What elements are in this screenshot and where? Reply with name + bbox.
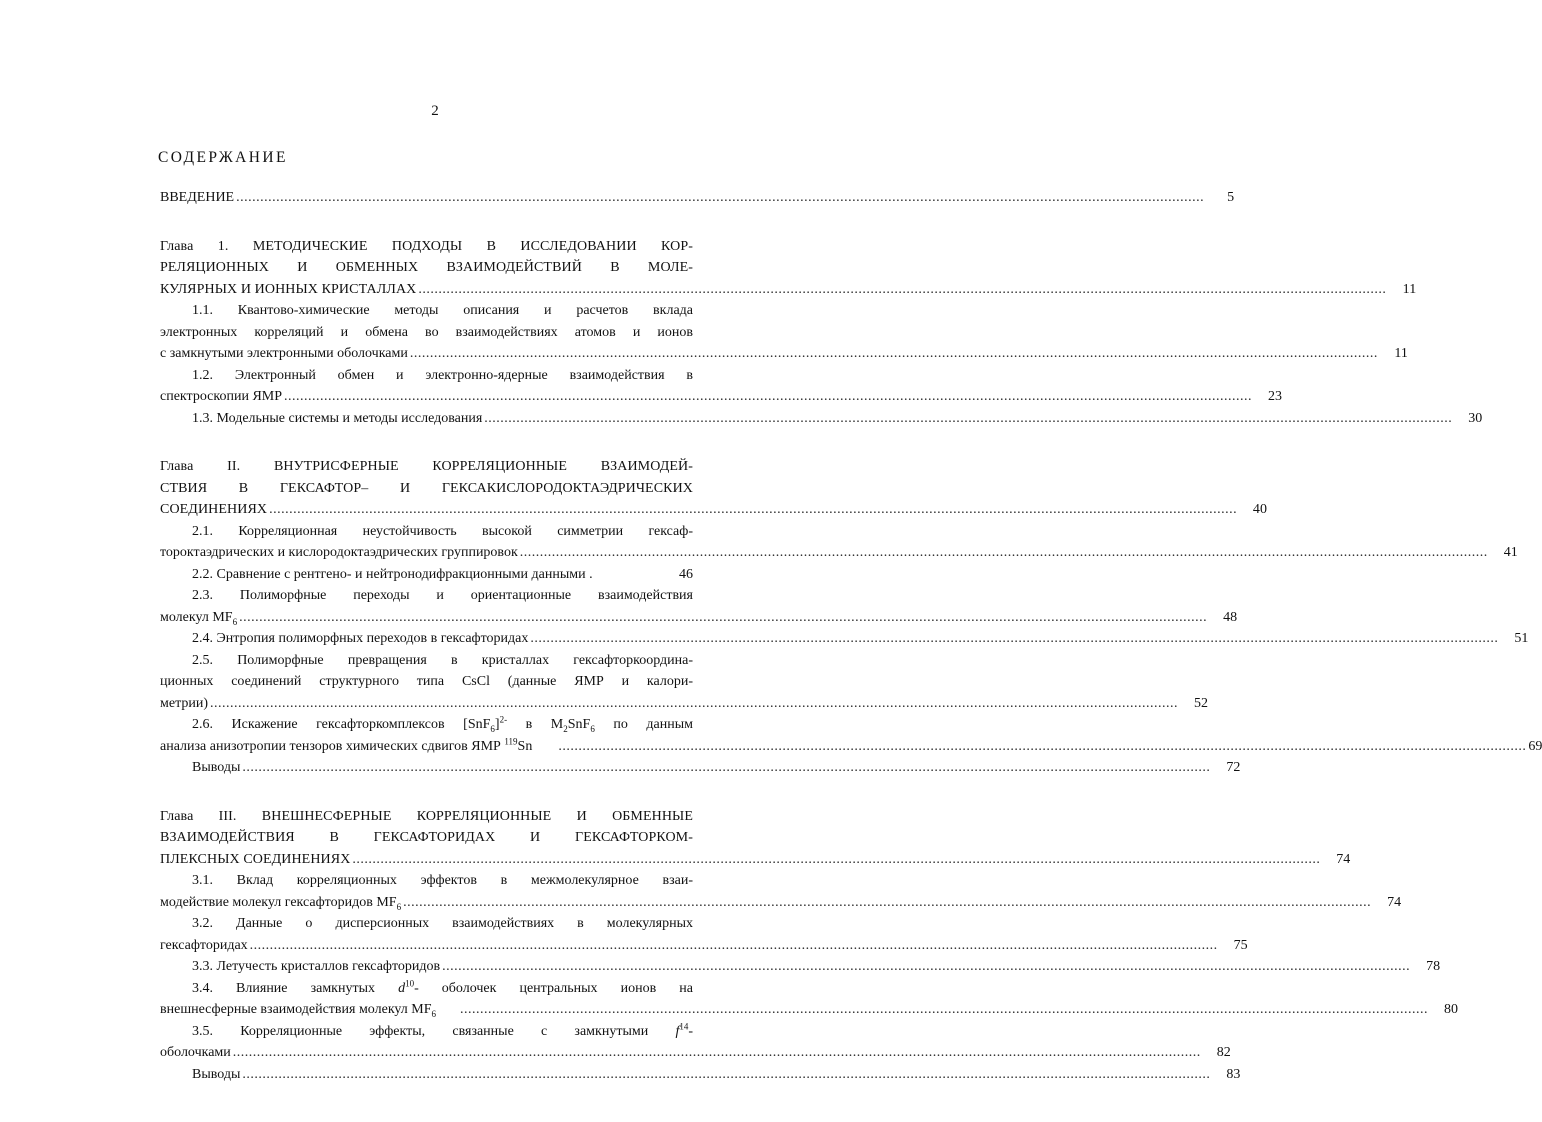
toc-entry-chapter-2-conclusions	[160, 757, 1241, 779]
entry-page: 41	[1503, 545, 1518, 560]
entry-line: Глава II. ВНУТРИСФЕРНЫЕ КОРРЕЛЯЦИОННЫЕ ВЗАИМОДЕЙ-	[160, 459, 693, 474]
entry-page: 74	[1387, 894, 1402, 910]
toc-entry-section-3-4	[160, 977, 1459, 1021]
page-number: 2	[431, 103, 439, 119]
leader-dots: ..................................................................................................................................................................................................................................................	[210, 695, 1179, 711]
entry-page: 74	[1336, 851, 1351, 867]
toc-entry-section-1-1	[160, 300, 1408, 365]
entry-text: Выводы	[192, 1066, 241, 1082]
entry-text: ПЛЕКСНЫХ СОЕДИНЕНИЯХ	[160, 851, 351, 867]
toc-entry-section-3-3	[160, 956, 1441, 978]
entry-line: 2.5. Полиморфные превращения в кристаллах гексафторкоордина-	[192, 652, 693, 668]
entry-text: тороктаэдрических и кислородоктаэдрических группировок	[160, 545, 518, 560]
entry-text: метрии)	[160, 695, 209, 711]
entry-page: 51	[1514, 631, 1529, 646]
entry-text: 1.3. Модельные системы и методы исследования	[192, 410, 483, 426]
entry-page: 69	[1528, 738, 1542, 754]
entry-page: 40	[1252, 502, 1268, 517]
leader-dots: ..................................................................................................................................................................................................................................................	[460, 1002, 1429, 1017]
entry-page: 30	[1468, 410, 1483, 426]
leader-dots: ..................................................................................................................................................................................................................................................	[269, 502, 1238, 517]
entry-page: 48	[1223, 609, 1238, 625]
toc-entry-section-3-5	[160, 1020, 1231, 1064]
entry-text: СОЕДИНЕНИЯХ	[160, 502, 268, 517]
leader-dots: ..................................................................................................................................................................................................................................................	[409, 346, 1378, 361]
leader-dots: ..................................................................................................................................................................................................................................................	[284, 389, 1253, 404]
leader-dots: ..................................................................................................................................................................................................................................................	[519, 545, 1488, 560]
entry-line: 3.2. Данные о дисперсионных взаимодействиях в молекулярных	[192, 916, 693, 931]
entry-text: молекул $MF_6$	[160, 609, 238, 627]
toc-entry-section-3-1	[160, 870, 1402, 913]
leader-dots: ..................................................................................................................................................................................................................................................	[249, 937, 1218, 953]
entry-text: внешнесферные взаимодействия молекул $MF_6$	[160, 1002, 437, 1019]
leader-dots: ..................................................................................................................................................................................................................................................	[403, 894, 1372, 910]
entry-page: 75	[1233, 937, 1248, 953]
entry-line: 3.4. Влияние замкнутых $d^{10}-$ оболочек центральных ионов на	[192, 977, 693, 996]
entry-text: гексафторидах	[160, 937, 248, 953]
entry-text: модействие молекул гексафторидов $MF_6$	[160, 894, 402, 912]
entry-line: СТВИЯ В ГЕКСАФТОР– И ГЕКСАКИСЛОРОДОКТАЭДРИЧЕСКИХ	[160, 480, 693, 496]
toc-entry-chapter-1	[160, 236, 1417, 301]
leader-dots: ..................................................................................................................................................................................................................................................	[530, 631, 1499, 646]
toc-entry-chapter-3-conclusions	[160, 1064, 1241, 1086]
entry-text: с замкнутыми электронными оболочками	[160, 346, 408, 361]
entry-page: 52	[1194, 695, 1209, 711]
toc-entry-section-2-4	[160, 628, 1529, 650]
entry-text: КУЛЯРНЫХ И ИОННЫХ КРИСТАЛЛАХ	[160, 281, 417, 297]
entry-text: спектроскопии ЯМР	[160, 389, 283, 404]
leader-dots: ..................................................................................................................................................................................................................................................	[352, 851, 1321, 867]
entry-line: 1.2. Электронный обмен и электронно-ядерные взаимодействия в	[192, 367, 693, 383]
entry-text: оболочками	[160, 1045, 231, 1060]
entry-page: 23	[1268, 389, 1283, 404]
entry-text: Выводы	[192, 760, 241, 775]
entry-text: 2.4. Энтропия полиморфных переходов в гексафторидах	[192, 631, 529, 646]
entry-page: 72	[1226, 760, 1241, 775]
entry-page: 11	[1402, 281, 1417, 297]
leader-dots: ..................................................................................................................................................................................................................................................	[484, 410, 1453, 426]
entry-line: Глава 1. МЕТОДИЧЕСКИЕ ПОДХОДЫ В ИССЛЕДОВАНИИ КОР-	[160, 238, 693, 254]
toc-title: СОДЕРЖАНИЕ	[158, 149, 288, 166]
toc-entry-section-1-2	[160, 365, 1283, 408]
toc-entry-section-2-3	[160, 585, 1238, 628]
entry-page: 80	[1444, 1002, 1459, 1017]
toc-entry-section-1-3	[160, 408, 1483, 430]
leader-dots: ..................................................................................................................................................................................................................................................	[236, 190, 1205, 205]
entry-line: 2.6. Искажение гексафторкомплексов $[SnF_6]^{2-}$ в $M_2SnF_6$ по данным	[192, 714, 694, 734]
leader-dots: ..................................................................................................................................................................................................................................................	[442, 959, 1411, 974]
entry-line: ВЗАИМОДЕЙСТВИЯ В ГЕКСАФТОРИДАХ И ГЕКСАФТОРКОМ-	[160, 830, 693, 845]
leader-dots: ..................................................................................................................................................................................................................................................	[239, 609, 1208, 625]
entry-text: анализа анизотропии тензоров химических сдвигов ЯМР $^{119}$Sn	[160, 735, 533, 754]
entry-line: 2.1. Корреляционная неустойчивость высокой симметрии гексаф-	[192, 523, 693, 539]
toc-entry-section-2-2	[160, 564, 693, 586]
entry-line: 3.5. Корреляционные эффекты, связанные с замкнутыми $f^{14}-$	[192, 1020, 693, 1039]
toc-entry-introduction	[160, 187, 1235, 209]
entry-line: 3.1. Вклад корреляционных эффектов в межмолекулярное взаи-	[192, 873, 693, 888]
entry-page: 46	[679, 566, 693, 582]
leader-dots: ..................................................................................................................................................................................................................................................	[558, 738, 1527, 754]
entry-page: 82	[1216, 1045, 1231, 1060]
entry-line: Глава III. ВНЕШНЕСФЕРНЫЕ КОРРЕЛЯЦИОННЫЕ И ОБМЕННЫЕ	[160, 808, 693, 824]
entry-text: 2.2. Сравнение с рентгено- и нейтронодифракционными данными .	[192, 566, 593, 582]
toc-entry-chapter-3	[160, 806, 1351, 871]
entry-line: ционных соединений структурного типа CsCl (данные ЯМР и калори-	[160, 674, 693, 689]
leader-dots: ..................................................................................................................................................................................................................................................	[232, 1045, 1201, 1060]
leader-dots: ..................................................................................................................................................................................................................................................	[242, 760, 1211, 775]
entry-line: 2.3. Полиморфные переходы и ориентационные взаимодействия	[192, 588, 693, 603]
table-of-contents	[160, 187, 1542, 1085]
toc-entry-section-3-2	[160, 913, 1248, 956]
entry-line: 1.1. Квантово-химические методы описания и расчетов вклада	[192, 303, 693, 318]
entry-text: ВВЕДЕНИЕ	[160, 190, 235, 205]
entry-page: 11	[1394, 346, 1408, 361]
toc-entry-section-2-6	[160, 714, 1542, 757]
leader-dots: ..................................................................................................................................................................................................................................................	[242, 1066, 1211, 1082]
entry-page: 5	[1227, 190, 1235, 205]
entry-page: 78	[1426, 959, 1441, 974]
entry-text: 3.3. Летучесть кристаллов гексафторидов	[192, 959, 441, 974]
entry-line: РЕЛЯЦИОННЫХ И ОБМЕННЫХ ВЗАИМОДЕЙСТВИЙ В МОЛЕ-	[160, 260, 693, 275]
toc-entry-section-2-5	[160, 650, 1209, 715]
entry-line: электронных корреляций и обмена во взаимодействиях атомов и ионов	[160, 324, 693, 340]
leader-dots: ..................................................................................................................................................................................................................................................	[418, 281, 1387, 297]
toc-entry-chapter-2	[160, 456, 1268, 521]
entry-page: 83	[1226, 1066, 1241, 1082]
toc-entry-section-2-1	[160, 521, 1518, 564]
